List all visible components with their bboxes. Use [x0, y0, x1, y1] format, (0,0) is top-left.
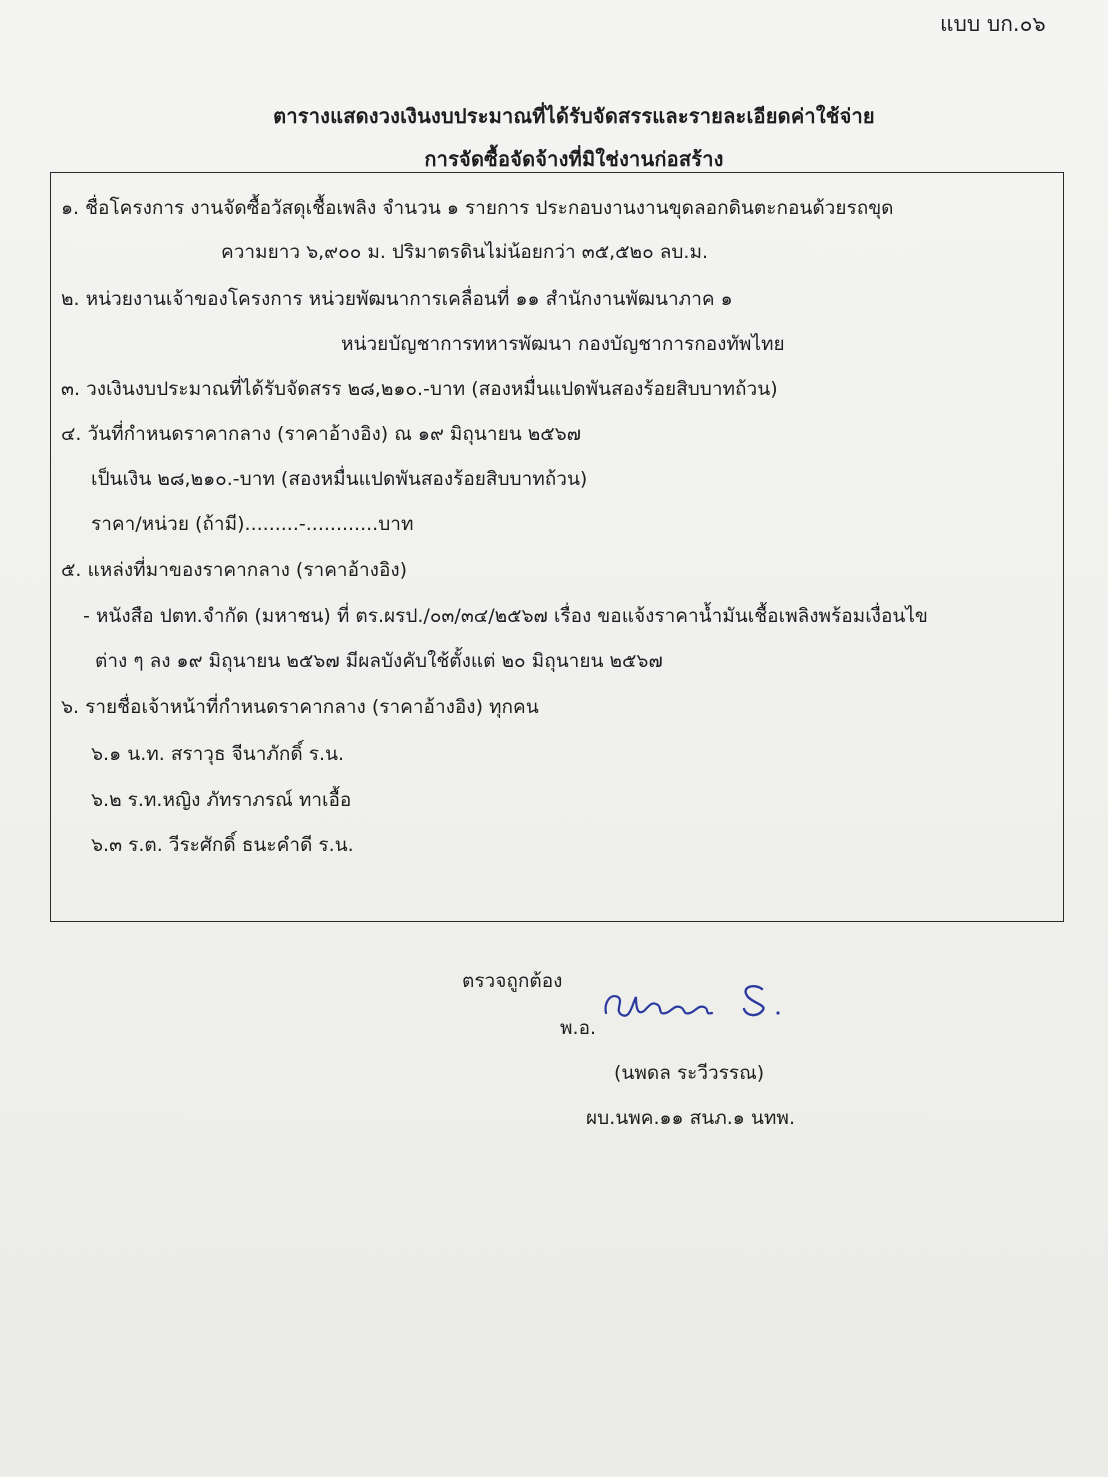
- document-title-line2: การจัดซื้อจัดจ้างที่มิใช่งานก่อสร้าง: [424, 147, 724, 171]
- officer-1: ๖.๑ น.ท. สราวุธ จีนาภักดิ์ ร.น.: [91, 743, 345, 765]
- content-box: [50, 172, 1064, 922]
- item1-line1: ๑. ชื่อโครงการ งานจัดซื้อวัสดุเชื้อเพลิง จำนวน ๑ รายการ ประกอบงานงานขุดลอกดินตะกอนด้วยรถขุด: [61, 197, 894, 219]
- item5-line2: - หนังสือ ปตท.จำกัด (มหาชน) ที่ ตร.ผรป./๐๓/๓๔/๒๕๖๗ เรื่อง ขอแจ้งราคาน้ำมันเชื้อเพลิงพร้อมเงื่อนไข: [83, 605, 928, 627]
- item1-line2: ความยาว ๖,๙๐๐ ม. ปริมาตรดินไม่น้อยกว่า ๓๕,๕๒๐ ลบ.ม.: [221, 241, 709, 263]
- verify-label: ตรวจถูกต้อง: [462, 970, 563, 992]
- item4-line2: เป็นเงิน ๒๘,๒๑๐.-บาท (สองหมื่นแปดพันสองร้อยสิบบาทถ้วน): [91, 468, 588, 490]
- item5-line1: ๕. แหล่งที่มาของราคากลาง (ราคาอ้างอิง): [61, 559, 408, 581]
- signer-position: ผบ.นพค.๑๑ สนภ.๑ นทพ.: [586, 1107, 795, 1129]
- item4-line3: ราคา/หน่วย (ถ้ามี).........-............บาท: [91, 513, 414, 535]
- officer-3: ๖.๓ ร.ต. วีระศักดิ์ ธนะคำดี ร.น.: [91, 834, 354, 856]
- signer-name: (นพดล ระวีวรรณ): [614, 1062, 765, 1084]
- item2-line2: หน่วยบัญชาการทหารพัฒนา กองบัญชาการกองทัพไทย: [341, 333, 785, 355]
- item5-line3: ต่าง ๆ ลง ๑๙ มิถุนายน ๒๕๖๗ มีผลบังคับใช้ตั้งแต่ ๒๐ มิถุนายน ๒๕๖๗: [95, 650, 663, 672]
- signature-dot: [776, 1011, 779, 1014]
- document-title-line1: ตารางแสดงวงเงินงบประมาณที่ได้รับจัดสรรและรายละเอียดค่าใช้จ่าย: [273, 104, 875, 128]
- officer-2: ๖.๒ ร.ท.หญิง ภัทราภรณ์ ทาเอื้อ: [91, 789, 352, 811]
- signature-stroke-main: [606, 996, 712, 1016]
- item3: ๓. วงเงินงบประมาณที่ได้รับจัดสรร ๒๘,๒๑๐.-บาท (สองหมื่นแปดพันสองร้อยสิบบาทถ้วน): [61, 378, 778, 400]
- form-code: แบบ บก.๐๖: [940, 12, 1046, 36]
- item4-line1: ๔. วันที่กำหนดราคากลาง (ราคาอ้างอิง) ณ ๑๙ มิถุนายน ๒๕๖๗: [61, 423, 581, 445]
- item6-line1: ๖. รายชื่อเจ้าหน้าที่กำหนดราคากลาง (ราคาอ้างอิง) ทุกคน: [61, 696, 539, 718]
- item2-line1: ๒. หน่วยงานเจ้าของโครงการ หน่วยพัฒนาการเคลื่อนที่ ๑๑ สำนักงานพัฒนาภาค ๑: [61, 288, 733, 310]
- handwritten-signature: [600, 975, 800, 1030]
- rank-label: พ.อ.: [560, 1017, 597, 1039]
- signature-stroke-s: [744, 986, 763, 1015]
